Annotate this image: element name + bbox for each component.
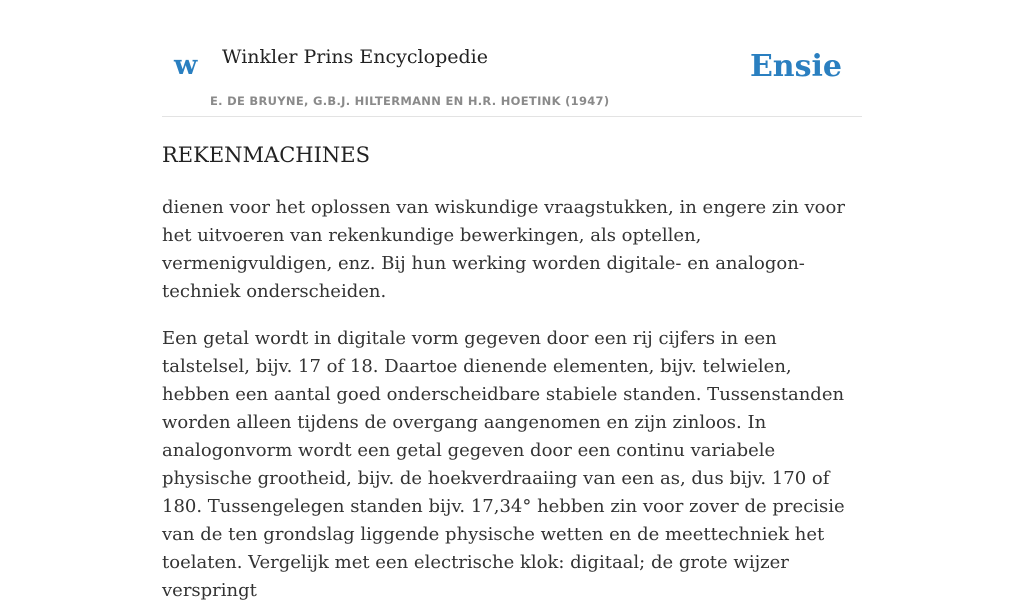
page — [162, 0, 862, 605]
source-header — [162, 0, 862, 117]
source-title-link[interactable]: Winkler Prins Encyclopedie — [222, 46, 488, 68]
article-headword: REKENMACHINES — [162, 143, 370, 167]
brand-logo[interactable]: Ensie — [749, 49, 842, 84]
article-paragraph-2: Een getal wordt in digitale vorm gegeven door een rij cijfers in een talstelsel, bijv. 17 of 18. Daartoe dienende elementen, bijv. telwielen, hebben een aantal goed onderscheidbare stabiele standen. Tussenstanden worden alleen tijdens de overgang aangenomen en zijn zinloos. In analogonvorm wordt een getal gegeven door een continu variabele physische grootheid, bijv. de hoekverdraaiing van een as, dus bijv. 170 of 180. Tussengelegen standen bijv. 17,34° hebben zin voor zover de precisie van de ten grondslag liggende physische wetten en de meettechniek het toelaten. Vergelijk met een electrische klok: digitaal; de grote wijzer verspringt — [162, 328, 845, 602]
article-paragraph-1: dienen voor het oplossen van wiskundige vraagstukken, in engere zin voor het uitvoeren van rekenkundige bewerkingen, als optellen, vermenigvuldigen, enz. Bij hun werking worden digitale- en analogon- techniek onderscheiden. — [162, 197, 845, 303]
source-authors: E. DE BRUYNE, G.B.J. HILTERMANN EN H.R. HOETINK (1947) — [210, 94, 610, 108]
source-logo-icon[interactable]: w — [174, 50, 198, 81]
